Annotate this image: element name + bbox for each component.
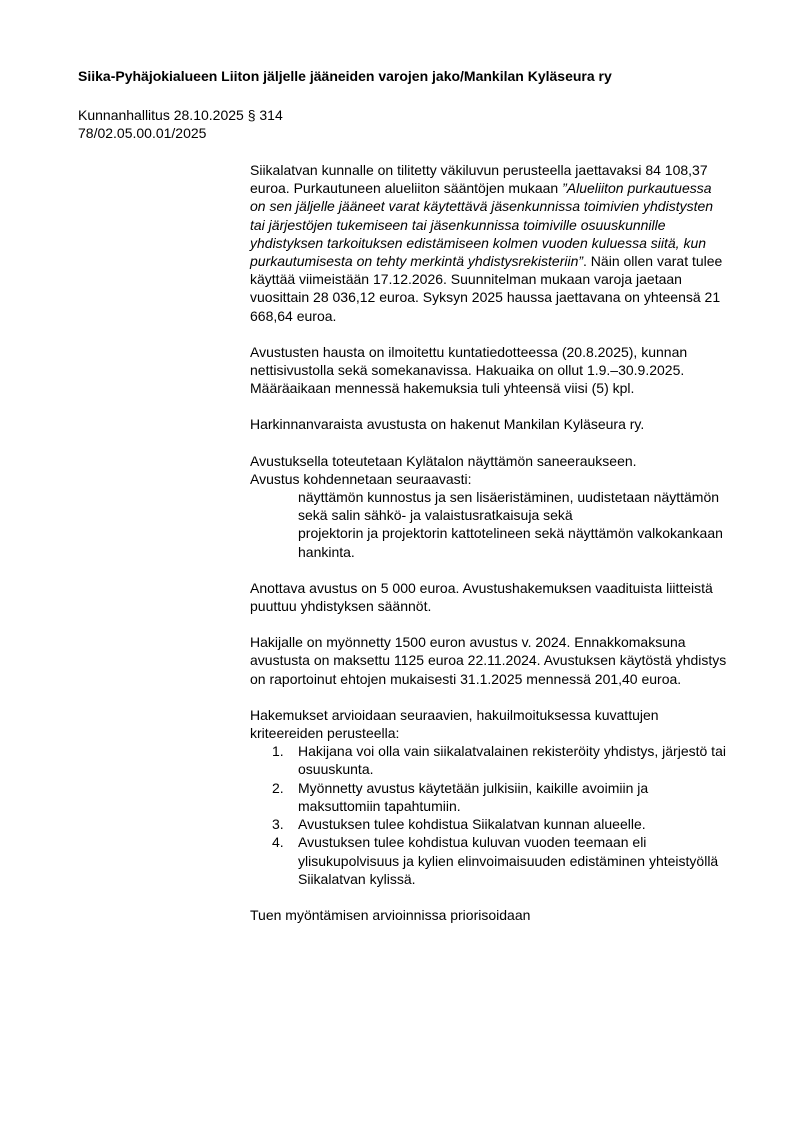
paragraph-announcement: Avustusten hausta on ilmoitettu kuntatiedotteessa (20.8.2025), kunnan nettisivustolla sekä somekanavissa. Hakuaika on ollut 1.9.–30.9.2025. Määräaikaan mennessä hakemuksia tuli yhteensä viisi (5) kpl. bbox=[250, 343, 688, 397]
criteria-list bbox=[250, 742, 730, 888]
meeting-reference: Kunnanhallitus 28.10.2025 § 314 bbox=[78, 107, 283, 123]
criteria-text: Avustuksen tulee kohdistua Siikalatvan kunnan alueelle. bbox=[298, 816, 646, 833]
criteria-number: 1. bbox=[272, 743, 284, 760]
paragraph-prioritization: Tuen myöntämisen arvioinnissa priorisoidaan bbox=[250, 906, 531, 923]
document-body bbox=[250, 161, 730, 942]
paragraph-allocation bbox=[250, 161, 730, 325]
paragraph-purpose bbox=[250, 452, 730, 488]
criteria-number: 3. bbox=[272, 816, 284, 833]
allocation-details bbox=[250, 488, 730, 561]
criteria-text: Avustuksen tulee kohdistua kuluvan vuoden teemaan eli ylisukupolvisuus ja kylien elinvoimaisuuden edistäminen yhteistyöllä Siikalatvan kylissä. bbox=[298, 834, 719, 887]
paragraph-requested-amount: Anottava avustus on 5 000 euroa. Avustushakemuksen vaadituista liitteistä puuttuu yhdistyksen säännöt. bbox=[250, 579, 713, 615]
paragraph-criteria-intro: Hakemukset arvioidaan seuraavien, hakuilmoituksessa kuvattujen kriteereiden perusteella: bbox=[250, 706, 659, 742]
record-number: 78/02.05.00.01/2025 bbox=[78, 125, 207, 142]
purpose-line: Avustuksella toteutetaan Kylätalon näyttämön saneeraukseen. bbox=[250, 452, 637, 469]
criteria-text: Myönnetty avustus käytetään julkisiin, kaikille avoimiin ja maksuttomiin tapahtumiin. bbox=[298, 779, 649, 814]
paragraph-allocation-rest: . Näin ollen varat tulee käyttää viimeistään 17.12.2026. Suunnitelman mukaan varoja jaetaan vuosittain 28 036,12 euroa. Syksyn 2025 haussa jaettavana on yhteensä 21 668,64 euroa. bbox=[250, 253, 723, 324]
criteria-item bbox=[250, 833, 730, 888]
allocation-item: projektorin ja projektorin kattotelineen sekä näyttämön valkokankaan hankinta. bbox=[298, 525, 723, 560]
paragraph-applicant: Harkinnanvaraista avustusta on hakenut Mankilan Kyläseura ry. bbox=[250, 416, 645, 433]
criteria-item bbox=[250, 779, 730, 815]
criteria-number: 2. bbox=[272, 779, 284, 796]
allocation-item: näyttämön kunnostus ja sen lisäeristäminen, uudistetaan näyttämön sekä salin sähkö- ja valaistusratkaisuja sekä bbox=[298, 489, 720, 524]
criteria-number: 4. bbox=[272, 834, 284, 851]
document-title: Siika-Pyhäjokialueen Liiton jäljelle jääneiden varojen jako/Mankilan Kyläseura ry bbox=[78, 68, 612, 84]
meeting-meta bbox=[78, 106, 678, 142]
allocation-line: Avustus kohdennetaan seuraavasti: bbox=[250, 470, 472, 487]
paragraph-previous-grant: Hakijalle on myönnetty 1500 euron avustus v. 2024. Ennakkomaksuna avustusta on maksettu 1125 euroa 22.11.2024. Avustuksen käytöstä yhdistys on raportoinut ehtojen mukaisesti 31.1.2025 mennessä 201,40 euroa. bbox=[250, 634, 727, 687]
criteria-text: Hakijana voi olla vain siikalatvalainen rekisteröity yhdistys, järjestö tai osuuskunta. bbox=[298, 743, 726, 778]
criteria-item bbox=[250, 742, 730, 778]
criteria-item bbox=[250, 815, 730, 833]
rules-quote: ”Alueliiton purkautuessa on sen jäljelle jääneet varat käytettävä jäsenkunnissa toimivien yhdistysten tai järjestöjen tukemiseen tai jäsenkunnissa toimiville osuuskunnille yhdistyksen tarkoituksen edistämiseen kolmen vuoden kuluessa siitä, kun purkautumisesta on tehty merkintä yhdistysrekisteriin” bbox=[250, 180, 714, 270]
paragraph-allocation-intro: Siikalatvan kunnalle on tilitetty väkiluvun perusteella jaettavaksi 84 108,37 euroa. Purkautuneen alueliiton sääntöjen mukaan bbox=[250, 162, 708, 197]
